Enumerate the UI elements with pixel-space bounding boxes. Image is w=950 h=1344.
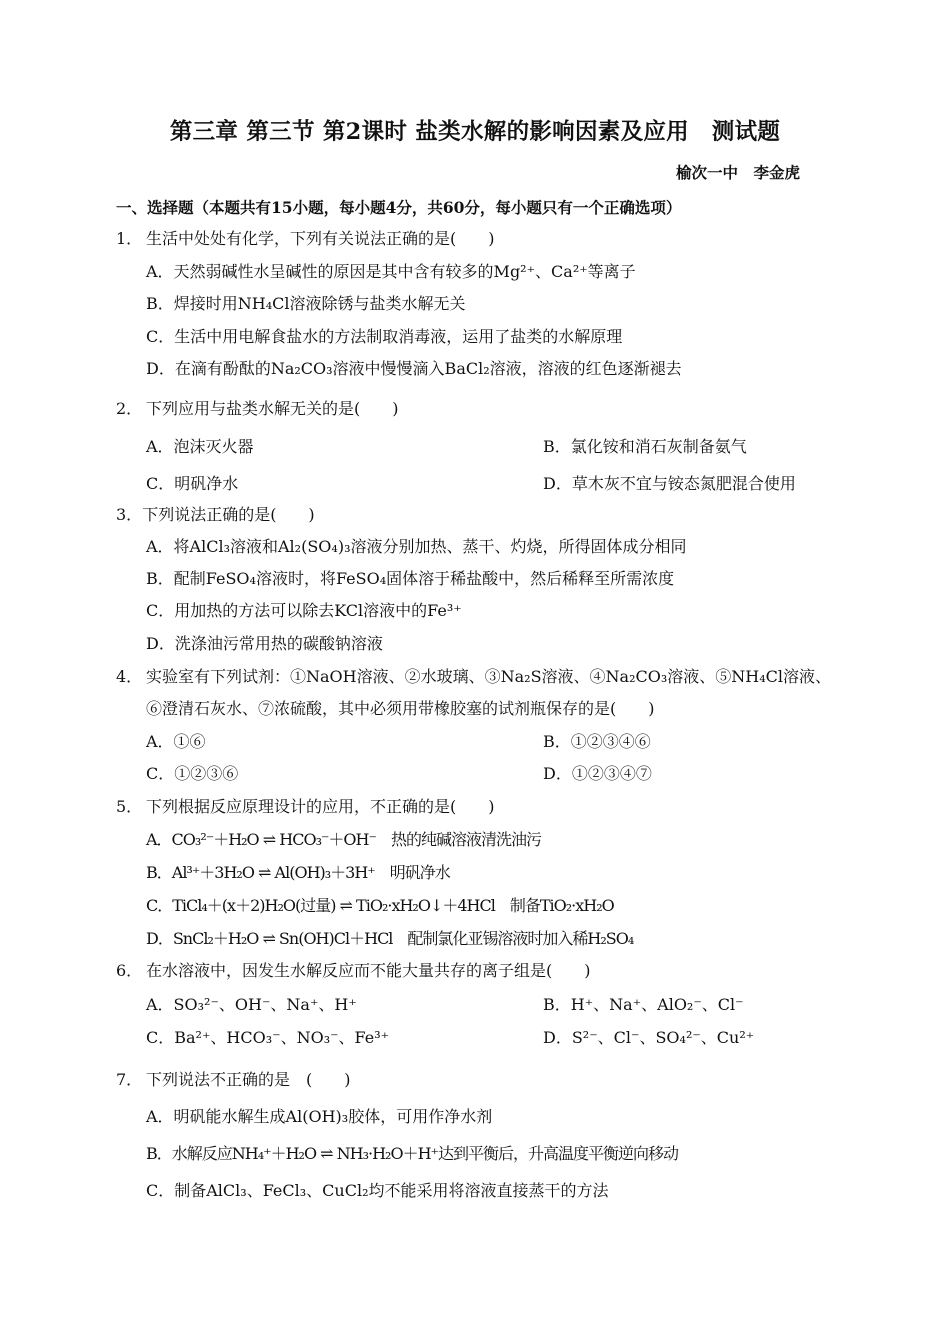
question-4-stem-continued: ⑥澄清石灰水、⑦浓硫酸，其中必须用带橡胶塞的试剂瓶保存的是( ) (146, 699, 655, 718)
question-2-option-d: D．草木灰不宜与铵态氮肥混合使用 (543, 474, 796, 493)
question-6-option-c: C．Ba²⁺、HCO₃⁻、NO₃⁻、Fe³⁺ (146, 1028, 390, 1047)
question-5-option-d: D．SnCl₂＋H₂O ⇌ Sn(OH)Cl＋HCl 配制氯化亚锡溶液时加入稀H₂SO₄ (146, 929, 634, 948)
page-title: 第三章 第三节 第2课时 盐类水解的影响因素及应用 测试题 (169, 119, 781, 145)
question-6-option-d: D．S²⁻、Cl⁻、SO₄²⁻、Cu²⁺ (543, 1028, 755, 1047)
question-3-option-c: C．用加热的方法可以除去KCl溶液中的Fe³⁺ (146, 601, 462, 620)
question-3-option-b: B．配制FeSO₄溶液时，将FeSO₄固体溶于稀盐酸中，然后稀释至所需浓度 (146, 569, 675, 588)
author-line: 榆次一中 李金虎 (675, 163, 800, 182)
question-5-option-c: C．TiCl₄＋(x＋2)H₂O(过量) ⇌ TiO₂·xH₂O↓＋4HCl 制备TiO₂·xH₂O (146, 896, 614, 915)
question-7-option-b: B．水解反应NH₄⁺＋H₂O ⇌ NH₃·H₂O＋H⁺达到平衡后，升高温度平衡逆向移动 (146, 1144, 678, 1163)
question-2-option-c: C．明矾净水 (146, 474, 239, 493)
question-3-option-a: A．将AlCl₃溶液和Al₂(SO₄)₃溶液分别加热、蒸干、灼烧，所得固体成分相同 (146, 537, 687, 556)
question-4-option-d: D．①②③④⑦ (543, 764, 652, 783)
question-4-option-b: B．①②③④⑥ (543, 732, 651, 751)
question-1-option-d: D．在滴有酚酞的Na₂CO₃溶液中慢慢滴入BaCl₂溶液，溶液的红色逐渐褪去 (146, 359, 682, 378)
question-4-option-a: A．①⑥ (146, 732, 206, 751)
question-5-option-a: A．CO₃²⁻＋H₂O ⇌ HCO₃⁻＋OH⁻ 热的纯碱溶液清洗油污 (146, 830, 541, 849)
question-5-stem: 5． 下列根据反应原理设计的应用，不正确的是( ) (116, 797, 495, 816)
question-7-option-a: A．明矾能水解生成Al(OH)₃胶体，可用作净水剂 (146, 1107, 493, 1126)
question-1-option-c: C．生活中用电解食盐水的方法制取消毒液，运用了盐类的水解原理 (146, 327, 623, 346)
question-3-option-d: D．洗涤油污常用热的碳酸钠溶液 (146, 634, 383, 653)
question-1-stem: 1． 生活中处处有化学，下列有关说法正确的是( ) (116, 229, 495, 248)
question-1-option-b: B．焊接时用NH₄Cl溶液除锈与盐类水解无关 (146, 294, 466, 313)
question-6-option-a: A．SO₃²⁻、OH⁻、Na⁺、H⁺ (146, 995, 357, 1014)
question-7-option-c: C．制备AlCl₃、FeCl₃、CuCl₂均不能采用将溶液直接蒸干的方法 (146, 1181, 609, 1200)
question-4-stem: 4． 实验室有下列试剂：①NaOH溶液、②水玻璃、③Na₂S溶液、④Na₂CO₃溶液、⑤NH₄Cl溶液、 (116, 667, 831, 686)
question-6-option-b: B．H⁺、Na⁺、AlO₂⁻、Cl⁻ (543, 995, 744, 1014)
question-5-option-b: B．Al³⁺＋3H₂O ⇌ Al(OH)₃＋3H⁺ 明矾净水 (146, 863, 450, 882)
question-2-option-b: B．氯化铵和消石灰制备氨气 (543, 437, 747, 456)
question-4-option-c: C．①②③⑥ (146, 764, 239, 783)
question-3-stem: 3．下列说法正确的是( ) (116, 505, 315, 524)
question-1-option-a: A．天然弱碱性水呈碱性的原因是其中含有较多的Mg²⁺、Ca²⁺等离子 (146, 262, 636, 281)
section-heading: 一、选择题（本题共有15小题，每小题4分，共60分，每小题只有一个正确选项） (116, 198, 682, 217)
question-2-option-a: A．泡沫灭火器 (146, 437, 254, 456)
question-6-stem: 6． 在水溶液中，因发生水解反应而不能大量共存的离子组是( ) (116, 961, 591, 980)
question-2-stem: 2． 下列应用与盐类水解无关的是( ) (116, 399, 399, 418)
question-7-stem: 7． 下列说法不正确的是 ( ) (116, 1070, 351, 1089)
